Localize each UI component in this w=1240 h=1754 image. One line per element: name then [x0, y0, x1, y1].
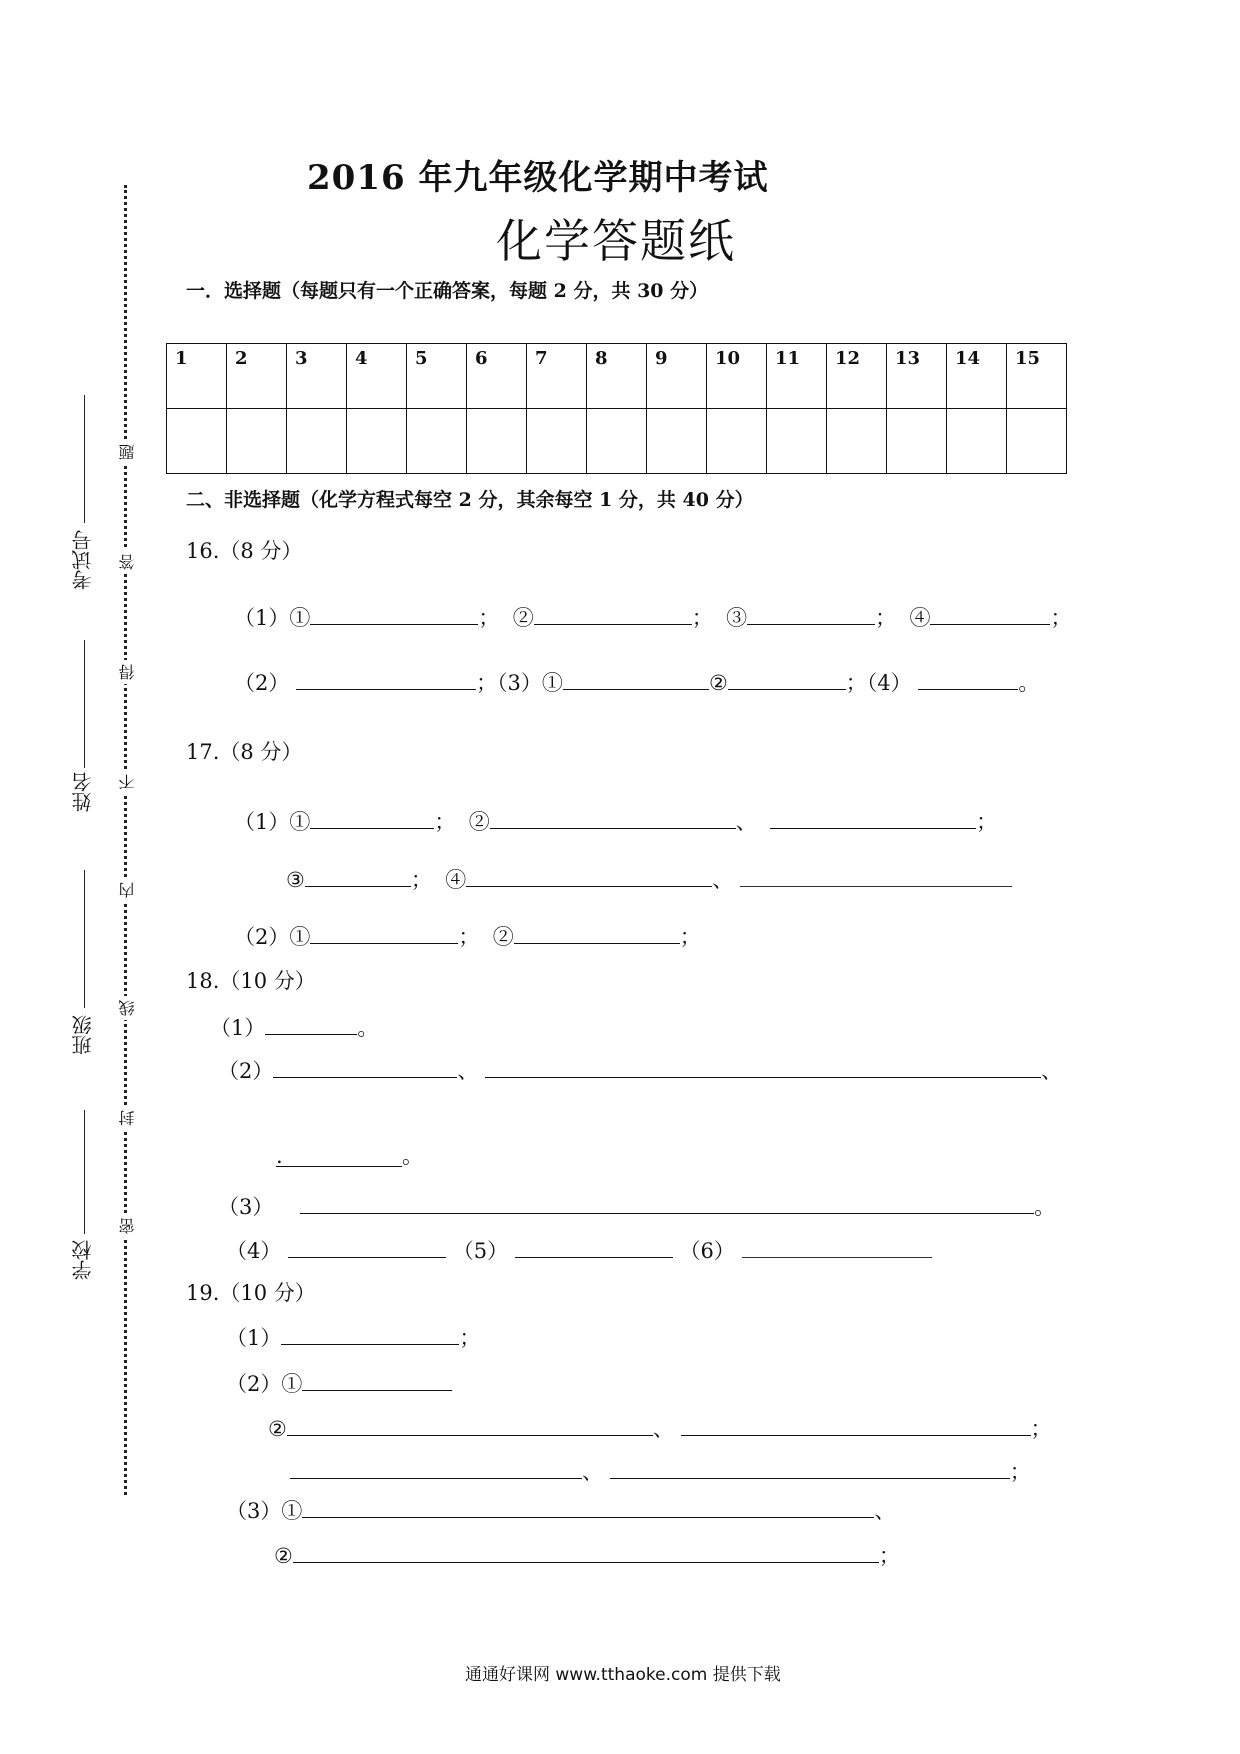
question-18-line-5 — [226, 1235, 932, 1265]
part-label: ；（3）① — [476, 671, 563, 695]
answer-cell[interactable] — [827, 409, 887, 474]
answer-cell[interactable] — [527, 409, 587, 474]
multiple-choice-answer-grid — [166, 343, 1067, 474]
answer-blank[interactable] — [276, 1144, 402, 1167]
answer-blank[interactable] — [918, 667, 1018, 690]
part-label: （6） — [679, 1239, 735, 1263]
separator: ； — [410, 868, 432, 892]
seal-char: 题 — [116, 440, 139, 464]
question-17-title: 17.（8 分） — [186, 740, 303, 764]
class-blank — [84, 870, 85, 1008]
answer-cell[interactable] — [467, 409, 527, 474]
answer-blank[interactable] — [287, 1413, 653, 1436]
part-label: （2）① — [226, 1372, 303, 1396]
separator: ； — [679, 925, 701, 949]
question-19-line-1 — [226, 1322, 480, 1352]
separator: 、 — [1041, 1059, 1063, 1083]
separator: 、 — [652, 1417, 674, 1441]
exam-number-label: 考试号 — [71, 530, 95, 590]
class-label: 班级 — [71, 1015, 95, 1055]
seal-char: 得 — [116, 660, 139, 684]
answer-row — [167, 409, 1067, 474]
part-label: ② — [492, 925, 514, 949]
question-17-line-3 — [234, 921, 701, 951]
separator: ； — [458, 925, 480, 949]
answer-blank[interactable] — [293, 1540, 879, 1563]
part-label: （2） — [234, 671, 290, 695]
question-16-title: 16.（8 分） — [186, 539, 303, 563]
answer-cell[interactable] — [707, 409, 767, 474]
separator: ； — [478, 606, 500, 630]
answer-blank[interactable] — [466, 864, 712, 887]
part-label: ② — [708, 671, 728, 695]
question-number-cell: 5 — [407, 344, 467, 409]
part-label: （3）① — [226, 1499, 303, 1523]
answer-cell[interactable] — [947, 409, 1007, 474]
question-18-line-4 — [218, 1191, 1055, 1221]
seal-char: 密 — [116, 1214, 139, 1238]
question-number-cell: 3 — [287, 344, 347, 409]
separator: 、 — [582, 1460, 603, 1484]
part-label: （2） — [218, 1059, 274, 1083]
answer-blank[interactable] — [296, 667, 476, 690]
separator: 。 — [402, 1144, 423, 1168]
separator: 、 — [735, 810, 757, 834]
separator: 。 — [1034, 1195, 1056, 1219]
question-number-row — [167, 344, 1067, 409]
part-label: ② — [468, 810, 490, 834]
question-number-cell: 7 — [527, 344, 587, 409]
part-label: ④ — [445, 868, 467, 892]
answer-blank[interactable] — [305, 864, 411, 887]
footer-download-note: 通通好课网 www.tthaoke.com 提供下载 — [465, 1665, 781, 1685]
answer-cell[interactable] — [227, 409, 287, 474]
part-label: ② — [512, 606, 534, 630]
part-label: （1） — [226, 1326, 282, 1350]
question-number-cell: 13 — [887, 344, 947, 409]
question-number-cell: 14 — [947, 344, 1007, 409]
seal-char: 内 — [116, 878, 139, 902]
question-number-cell: 12 — [827, 344, 887, 409]
question-number-cell: 10 — [707, 344, 767, 409]
part-label: （4） — [226, 1239, 282, 1263]
question-17-line-1 — [234, 806, 997, 836]
answer-cell[interactable] — [347, 409, 407, 474]
binding-dotted-line — [124, 185, 127, 1495]
answer-blank[interactable] — [490, 806, 736, 829]
separator: 。 — [357, 1016, 379, 1040]
separator: . — [276, 1144, 283, 1168]
seal-char: 线 — [116, 996, 139, 1020]
answer-blank[interactable] — [288, 1235, 446, 1258]
separator: ； — [976, 810, 998, 834]
question-19-line-5 — [226, 1495, 895, 1525]
question-number-cell: 11 — [767, 344, 827, 409]
answer-sheet-title: 化学答题纸 — [496, 214, 736, 268]
separator: 、 — [874, 1499, 896, 1523]
answer-blank[interactable] — [302, 1495, 874, 1518]
answer-blank[interactable] — [930, 602, 1050, 625]
answer-blank[interactable] — [563, 667, 709, 690]
answer-blank[interactable] — [770, 806, 976, 829]
exam-number-blank — [84, 395, 85, 523]
separator: ； — [691, 606, 713, 630]
answer-cell[interactable] — [767, 409, 827, 474]
answer-blank[interactable] — [747, 602, 875, 625]
part-label: （1） — [210, 1016, 266, 1040]
section2-heading: 二、非选择题（化学方程式每空 2 分，其余每空 1 分，共 40 分） — [186, 489, 754, 511]
answer-blank[interactable] — [302, 1368, 452, 1391]
answer-blank[interactable] — [485, 1055, 1041, 1078]
answer-cell[interactable] — [167, 409, 227, 474]
answer-blank[interactable] — [273, 1055, 457, 1078]
separator: ； — [875, 606, 897, 630]
answer-cell[interactable] — [887, 409, 947, 474]
separator: ； — [1030, 1417, 1052, 1441]
answer-blank[interactable] — [610, 1456, 1010, 1479]
school-label: 学校 — [71, 1240, 95, 1280]
answer-blank[interactable] — [534, 602, 692, 625]
part-label: （1）① — [234, 810, 311, 834]
part-label: ③ — [286, 868, 305, 892]
answer-cell[interactable] — [1007, 409, 1067, 474]
answer-blank[interactable] — [681, 1413, 1031, 1436]
part-label: （5） — [452, 1239, 509, 1263]
answer-blank[interactable] — [281, 1322, 459, 1345]
seal-char: 答 — [116, 550, 139, 574]
exam-title: 2016 年九年级化学期中考试 — [307, 158, 769, 198]
question-17-line-2 — [286, 864, 1012, 894]
answer-blank[interactable] — [740, 864, 1012, 887]
answer-blank[interactable] — [514, 921, 680, 944]
separator: 。 — [1018, 671, 1040, 695]
separator: 、 — [712, 868, 734, 892]
answer-cell[interactable] — [407, 409, 467, 474]
answer-blank[interactable] — [310, 602, 478, 625]
seal-char: 封 — [116, 1106, 139, 1130]
question-number-cell: 2 — [227, 344, 287, 409]
answer-blank[interactable] — [300, 1191, 1034, 1214]
seal-char: 不 — [116, 770, 139, 794]
question-19-line-4 — [290, 1456, 1031, 1486]
answer-blank[interactable] — [728, 667, 846, 690]
question-number-cell: 6 — [467, 344, 527, 409]
answer-blank[interactable] — [310, 921, 458, 944]
part-label: ② — [268, 1417, 287, 1441]
question-18-line-3 — [276, 1140, 423, 1170]
answer-blank[interactable] — [310, 806, 434, 829]
part-label: ④ — [909, 606, 931, 630]
question-number-cell: 9 — [647, 344, 707, 409]
part-label: ② — [274, 1544, 293, 1568]
name-label: 姓名 — [71, 772, 95, 812]
answer-blank[interactable] — [265, 1012, 357, 1035]
section1-heading: 一．选择题（每题只有一个正确答案，每题 2 分，共 30 分） — [186, 280, 709, 302]
question-18-line-1 — [210, 1012, 378, 1042]
part-label: （1）① — [234, 606, 311, 630]
answer-blank[interactable] — [515, 1235, 673, 1258]
question-16-line-2 — [234, 667, 1039, 697]
separator: ； — [459, 1326, 481, 1350]
answer-blank[interactable] — [290, 1456, 582, 1479]
answer-cell[interactable] — [647, 409, 707, 474]
separator: ； — [434, 810, 456, 834]
school-blank — [84, 1110, 85, 1234]
question-18-line-2 — [218, 1055, 1062, 1085]
name-blank — [84, 640, 85, 768]
question-number-cell: 4 — [347, 344, 407, 409]
part-label: （2）① — [234, 925, 311, 949]
question-number-cell: 8 — [587, 344, 647, 409]
question-19-title: 19.（10 分） — [186, 1281, 316, 1305]
part-label: ③ — [726, 606, 748, 630]
separator: ； — [1050, 606, 1072, 630]
answer-cell[interactable] — [287, 409, 347, 474]
question-number-cell: 1 — [167, 344, 227, 409]
answer-blank[interactable] — [742, 1235, 932, 1258]
question-16-line-1 — [234, 602, 1071, 632]
answer-cell[interactable] — [587, 409, 647, 474]
question-19-line-2 — [226, 1368, 452, 1398]
separator: ； — [878, 1544, 900, 1568]
part-label: （3） — [218, 1195, 274, 1219]
question-19-line-3 — [268, 1413, 1052, 1443]
part-label: ；（4） — [845, 671, 912, 695]
question-number-cell: 15 — [1007, 344, 1067, 409]
separator: ； — [1009, 1460, 1031, 1484]
question-19-line-6 — [274, 1540, 900, 1570]
separator: 、 — [457, 1059, 479, 1083]
question-18-title: 18.（10 分） — [186, 969, 316, 993]
